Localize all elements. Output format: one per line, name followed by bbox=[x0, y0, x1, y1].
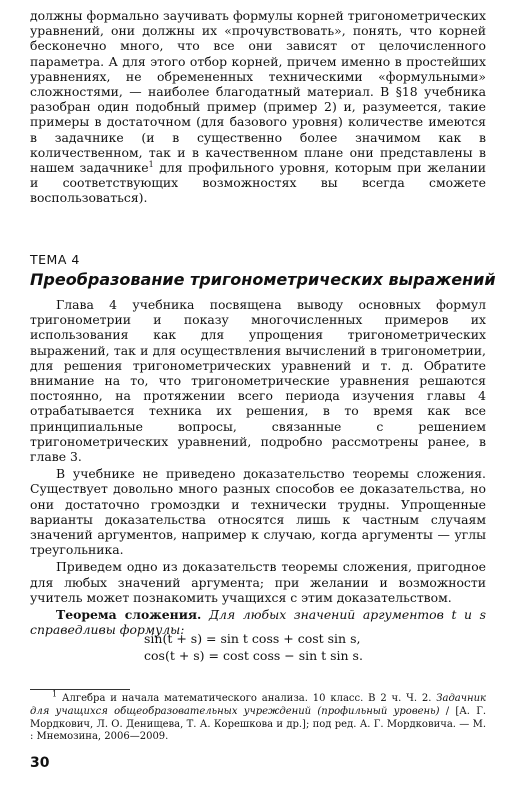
page-number: 30 bbox=[30, 755, 50, 771]
paragraph-2: В учебнике не приведено доказательство теоремы сложения. Существует довольно много разных способов ее доказательства, но они достаточно громоздки и технически трудны. Упрощенные варианты доказательства относятся лишь к частным случаям значений аргументов, например к случаю, когда аргументы — углы треугольника. bbox=[30, 466, 486, 558]
paragraph-1: Глава 4 учебника посвящена выводу основных формул тригонометрии и показу многочисленных примеров их использования как для упрощения тригонометрических выражений, так и для осуществления вычислений в тригонометрии, для решения тригонометрических уравнений и т. д. Обратите внимание на то, что тригонометрические уравнения решаются постоянно, на протяжении всего периода изучения главы 4 отрабатывается техника их решения, в то время как все принципиальные вопросы, связанные с решением тригонометрических уравнений, подробно рассмотрены ранее, в главе 3. bbox=[30, 297, 486, 465]
footnote-text-2: / [А. Г. Мордкович, Л. О. Денищева, Т. А. Корешкова и др.]; под ред. А. Г. Мордковича. — М. : Мнемозина, 2006—2009. bbox=[30, 705, 487, 743]
intro-paragraph-text: должны формально заучивать формулы корней тригонометрических уравнений, они должны их «прочувствовать», понять, что корней бесконечно много, что все они зависят от целочисленного параметра. А для этого отбор корней, причем именно в простейших уравнениях, не обремененных техническими «формульными» сложностями, — наиболее благодатный материал. В §18 учебника разобран один подобный пример (пример 2) и, разумеется, такие примеры в достаточном (для базового уровня) количестве имеются в задачнике (и в существенно более значимом как в количественном, так и в качественном плане они представлены в нашем задачнике bbox=[30, 8, 486, 176]
footnote-divider bbox=[30, 689, 130, 690]
footnote-text-1: Алгебра и начала математического анализа. 10 класс. В 2 ч. Ч. 2. bbox=[57, 693, 437, 704]
formula-cos-sum: cos(t + s) = cost coss − sin t sin s. bbox=[144, 648, 363, 663]
theorem-statement: Для любых значений аргументов t и s справедливы формулы: bbox=[30, 607, 486, 638]
footnote bbox=[30, 689, 487, 744]
paragraph-3: Приведем одно из доказательств теоремы сложения, пригодное для любых значений аргумента; при желании и возможности учитель может познакомить учащихся с этим доказательством. bbox=[30, 559, 486, 605]
footnote-text-italic: Задачник для учащихся общеобразовательных учреждений (профильный уровень) bbox=[30, 693, 486, 717]
footnote-number: 1 bbox=[52, 689, 58, 699]
body-text-block bbox=[30, 297, 486, 637]
intro-paragraph-text-end: для профильного уровня, которым при желании и соответствующих возможностях вы всегда сможете воспользоваться). bbox=[30, 160, 486, 206]
intro-text-block bbox=[30, 8, 486, 206]
theorem-title: Теорема сложения. bbox=[56, 607, 202, 623]
footnote-reference: 1 bbox=[148, 159, 154, 169]
section-label: ТЕМА 4 bbox=[30, 252, 80, 267]
formula-sin-sum: sin(t + s) = sin t coss + cost sin s, bbox=[144, 631, 361, 646]
section-title: Преобразование тригонометрических выражений bbox=[30, 270, 496, 289]
intro-paragraph bbox=[30, 8, 486, 206]
